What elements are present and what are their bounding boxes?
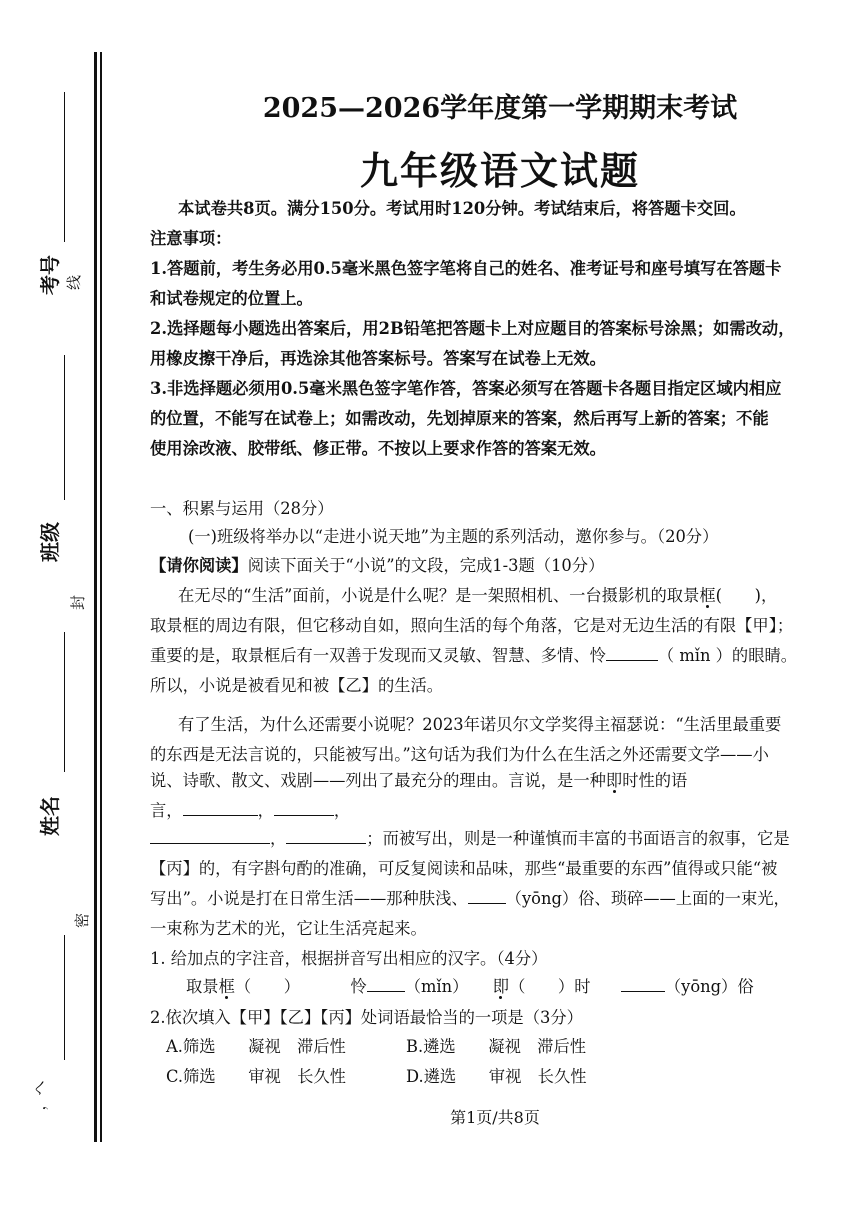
option-d-word-3: 长久性 — [537, 1067, 587, 1086]
blank-yong[interactable] — [468, 887, 506, 904]
q1-item-d-pinyin: （yōng）俗 — [664, 977, 754, 996]
bottom-mark: ，へ — [30, 1080, 49, 1111]
option-a[interactable] — [166, 1032, 406, 1062]
notice-line-5: 3.非选择题必须用0.5毫米黑色签字笔作答，答案必须写在答题卡各题目指定区域内相应 — [150, 379, 782, 398]
option-a-word-1: A.筛选 — [166, 1037, 216, 1056]
passage-text: 言， — [150, 801, 183, 820]
q2-stem: 2.依次填入【甲】【乙】【丙】处词语最恰当的一项是（3分） — [150, 1008, 583, 1027]
passage-p2-line-4 — [150, 796, 840, 826]
passage-text: ( )， — [715, 586, 778, 605]
q1-stem: 1. 给加点的字注音，根据拼音写出相应的汉字。（4分） — [150, 949, 548, 968]
q1-dotted-kuang: 框 — [218, 977, 235, 996]
q1-blank-min[interactable] — [367, 975, 405, 992]
passage-text: 时性的语 — [622, 771, 688, 790]
binding-rule-outer — [94, 52, 97, 1142]
reading-instruction — [150, 551, 840, 581]
option-b-word-1: B.遴选 — [406, 1037, 456, 1056]
passage-text: （yōng）俗、琐碎——上面的一束光， — [505, 889, 790, 908]
passage-text: （ mǐn ）的眼睛。 — [657, 646, 798, 665]
option-a-word-2: 凝视 — [248, 1037, 281, 1056]
notice-line-4: 用橡皮擦干净后，再选涂其他答案标号。答案写在试卷上无效。 — [150, 349, 606, 368]
passage-text: 重要的是，取景框后有一双善于发现而又灵敏、智慧、多情、怜 — [150, 646, 606, 665]
blank-2[interactable] — [274, 799, 334, 816]
passage-p2-line-6: 【丙】的，有字斟句酌的准确，可反复阅读和品味，那些“最重要的东西”值得或只能“被 — [150, 859, 778, 878]
passage-p1-line-4: 所以，小说是被看见和被【乙】的生活。 — [150, 676, 444, 695]
seal-mark: 封 — [69, 594, 88, 611]
passage-p1-line-1 — [178, 581, 840, 611]
q1-items — [186, 972, 840, 1002]
sealed-mark: 密 — [73, 912, 92, 929]
notice-title: 注意事项： — [150, 229, 232, 248]
name-line — [64, 632, 65, 772]
option-c-word-1: C.筛选 — [166, 1067, 216, 1086]
dotted-char-ji: 即 — [605, 771, 623, 790]
blank-4[interactable] — [286, 827, 366, 844]
comma: ， — [270, 829, 287, 848]
passage-p1-line-2: 取景框的周边有限，但它移动自如，照向生活的每个角落，它是对无边生活的有限【甲】； — [150, 616, 794, 635]
passage-p2-line-5 — [150, 824, 840, 854]
comma: ， — [257, 801, 274, 820]
section-1-heading: 一、积累与运用（28分） — [150, 499, 334, 518]
q1-item-a-blank[interactable]: （ ） — [234, 977, 301, 996]
part-1-heading: (一)班级将举办以“走进小说天地”为主题的系列活动，邀你参与。（20分） — [188, 527, 719, 546]
notice-line-6: 的位置，不能写在试卷上；如需改动，先划掉原来的答案，然后再写上新的答案；不能 — [150, 409, 769, 428]
option-a-word-3: 滞后性 — [296, 1037, 346, 1056]
exam-title: 2025—2026学年度第一学期期末考试 — [262, 93, 738, 124]
passage-p2-line-8: 一束称为艺术的光，它让生活亮起来。 — [150, 919, 427, 938]
intro-text: 本试卷共8页。满分150分。考试用时120分钟。考试结束后，将答题卡交回。 — [178, 199, 746, 218]
dotted-char-kuang: 框 — [699, 586, 716, 605]
line-mark: 线 — [65, 274, 84, 291]
q1-item-c-blank[interactable]: （ ）时 — [509, 977, 591, 996]
exam-subtitle: 九年级语文试题 — [359, 148, 640, 193]
class-line — [64, 355, 65, 500]
option-b-word-3: 滞后性 — [537, 1037, 587, 1056]
q1-dotted-ji: 即 — [492, 977, 510, 996]
notice-line-7: 使用涂改液、胶带纸、修正带。不按以上要求作答的答案无效。 — [150, 439, 606, 458]
blank-min[interactable] — [606, 644, 658, 661]
passage-text: 说、诗歌、散文、戏剧——列出了最充分的理由。言说，是一种 — [150, 771, 606, 790]
notice-line-2: 和试卷规定的位置上。 — [150, 289, 313, 308]
comma: ， — [333, 801, 351, 820]
page-footer: 第1页/共8页 — [450, 1108, 540, 1127]
class-label: 班级 — [38, 522, 62, 562]
school-line — [64, 935, 65, 1060]
option-b-word-2: 凝视 — [488, 1037, 521, 1056]
reading-tag: 【请你阅读】 — [150, 556, 248, 575]
blank-1[interactable] — [183, 799, 258, 816]
option-d[interactable] — [406, 1062, 587, 1092]
exam-no-line — [64, 92, 65, 242]
option-d-word-1: D.遴选 — [406, 1067, 457, 1086]
name-label: 姓名 — [38, 796, 62, 836]
option-c[interactable] — [166, 1062, 406, 1092]
q1-blank-yong[interactable] — [621, 975, 665, 992]
notice-line-1: 1.答题前，考生务必用0.5毫米黑色签字笔将自己的姓名、准考证号和座号填写在答题卡 — [150, 259, 782, 278]
q1-item-b: 怜 — [350, 977, 367, 996]
option-b[interactable] — [406, 1032, 586, 1062]
notice-line-3: 2.选择题每小题选出答案后，用2B铅笔把答题卡上对应题目的答案标号涂黑；如需改动， — [150, 319, 795, 338]
q2-options-row-2 — [166, 1062, 840, 1092]
passage-p2-line-3 — [150, 766, 840, 796]
q2-options-row-1 — [166, 1032, 840, 1062]
binding-rule-inner — [100, 52, 102, 1142]
q1-item-b-pinyin: （mǐn） — [404, 977, 469, 996]
q1-item-a: 取景 — [186, 977, 219, 996]
passage-p2-line-7 — [150, 884, 840, 914]
option-c-word-2: 审视 — [248, 1067, 281, 1086]
option-c-word-3: 长久性 — [297, 1067, 346, 1086]
passage-text: 写出”。小说是打在日常生活——那种肤浅、 — [150, 889, 468, 908]
passage-text: 在无尽的“生活”面前，小说是什么呢？是一架照相机、一台摄影机的取景 — [178, 586, 700, 605]
option-d-word-2: 审视 — [488, 1067, 522, 1086]
passage-p2-line-2: 的东西是无法言说的，只能被写出。”这句话为我们为什么在生活之外还需要文学——小 — [150, 745, 769, 764]
blank-3[interactable] — [150, 827, 270, 844]
passage-p1-line-3 — [150, 641, 840, 671]
reading-instruction-text: 阅读下面关于“小说”的文段，完成1-3题（10分） — [247, 556, 605, 575]
passage-p2-line-1: 有了生活，为什么还需要小说呢？2023年诺贝尔文学奖得主福瑟说：“生活里最重要 — [178, 715, 782, 734]
passage-text: ；而被写出，则是一种谨慎而丰富的书面语言的叙事，它是 — [366, 829, 790, 848]
exam-no-label: 考号 — [38, 255, 62, 295]
